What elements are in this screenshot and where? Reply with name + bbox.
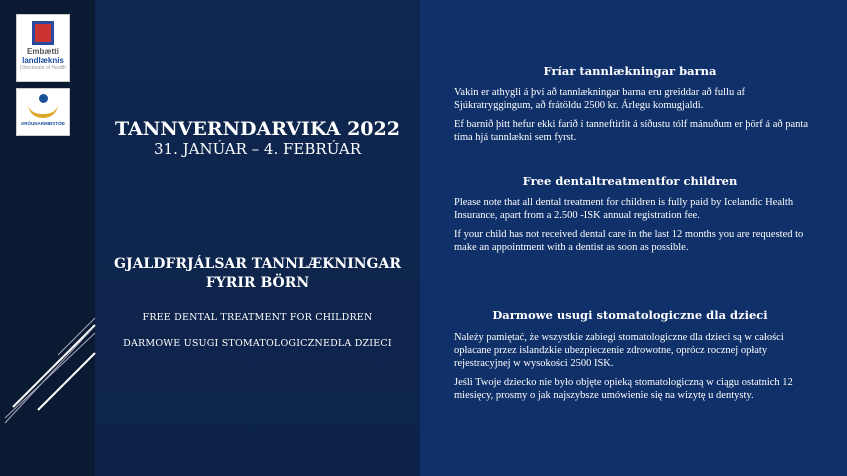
paragraph: Jeśli Twoje dziecko nie było objęte opieką stomatologiczną w ciągu ostatnich 12 miesięcy, prosmy o jak najszybsze umówienie się na wizytę u dentysty. [454,377,793,401]
section-title-polish: Darmowe usugi stomatologiczne dla dzieci [492,308,768,322]
decorative-lines [0,0,100,476]
event-title: TANNVERNDARVIKA 2022 [115,118,400,140]
subtitle-polish: DARMOWE USUGI STOMATOLOGICZNEDLA DZIECI [123,338,392,349]
paragraph: If your child has not received dental care in the last 12 months you are requested to make an appointment with a dentist as soon as possible. [454,229,804,253]
section-body-icelandic [454,86,819,150]
paragraph: Please note that all dental treatment for children is fully paid by Icelandic Health Insurance, apart from a 2.500 -ISK annual registration fee. [454,197,794,221]
section-body-polish [454,331,819,408]
event-date: 31. JANÚAR – 4. FEBRÚAR [154,140,361,158]
paragraph: Ef barnið þitt hefur ekki farið í tanneftirlit á síðustu tólf mánuðum er þörf á að panta tíma hjá tannlækni sem fyrst. [454,119,808,143]
section-body-english [454,196,819,260]
subtitle-english: FREE DENTAL TREATMENT FOR CHILDREN [142,312,373,323]
section-title-english: Free dentaltreatmentfor children [522,174,738,188]
paragraph: Vakin er athygli á því að tannlækningar barna eru greiddar að fullu af Sjúkratryggingum, að frátöldu 2500 kr. Árlegu komugjaldi. [454,87,745,111]
section-title-icelandic: Fríar tannlækningar barna [543,64,717,78]
title-panel [95,0,420,476]
heading-icelandic: GJALDFRJÁLSAR TANNLÆKNINGAR FYRIR BÖRN [113,256,401,291]
embaetti-landlaeknis-logo: Embætti landlæknis Directorate of Health [16,14,70,82]
throunarmidstod-logo: ÞRÓUNARMIÐSTÖÐ [16,88,70,136]
paragraph: Należy pamiętać, że wszystkie zabiegi stomatologiczne dla dzieci są w całości opłacane przez islandzkie ubezpieczenie zdrowotne, oprócz rocznej opłaty rejestracyjnej w wysokości 2500 ISK. [454,332,784,369]
